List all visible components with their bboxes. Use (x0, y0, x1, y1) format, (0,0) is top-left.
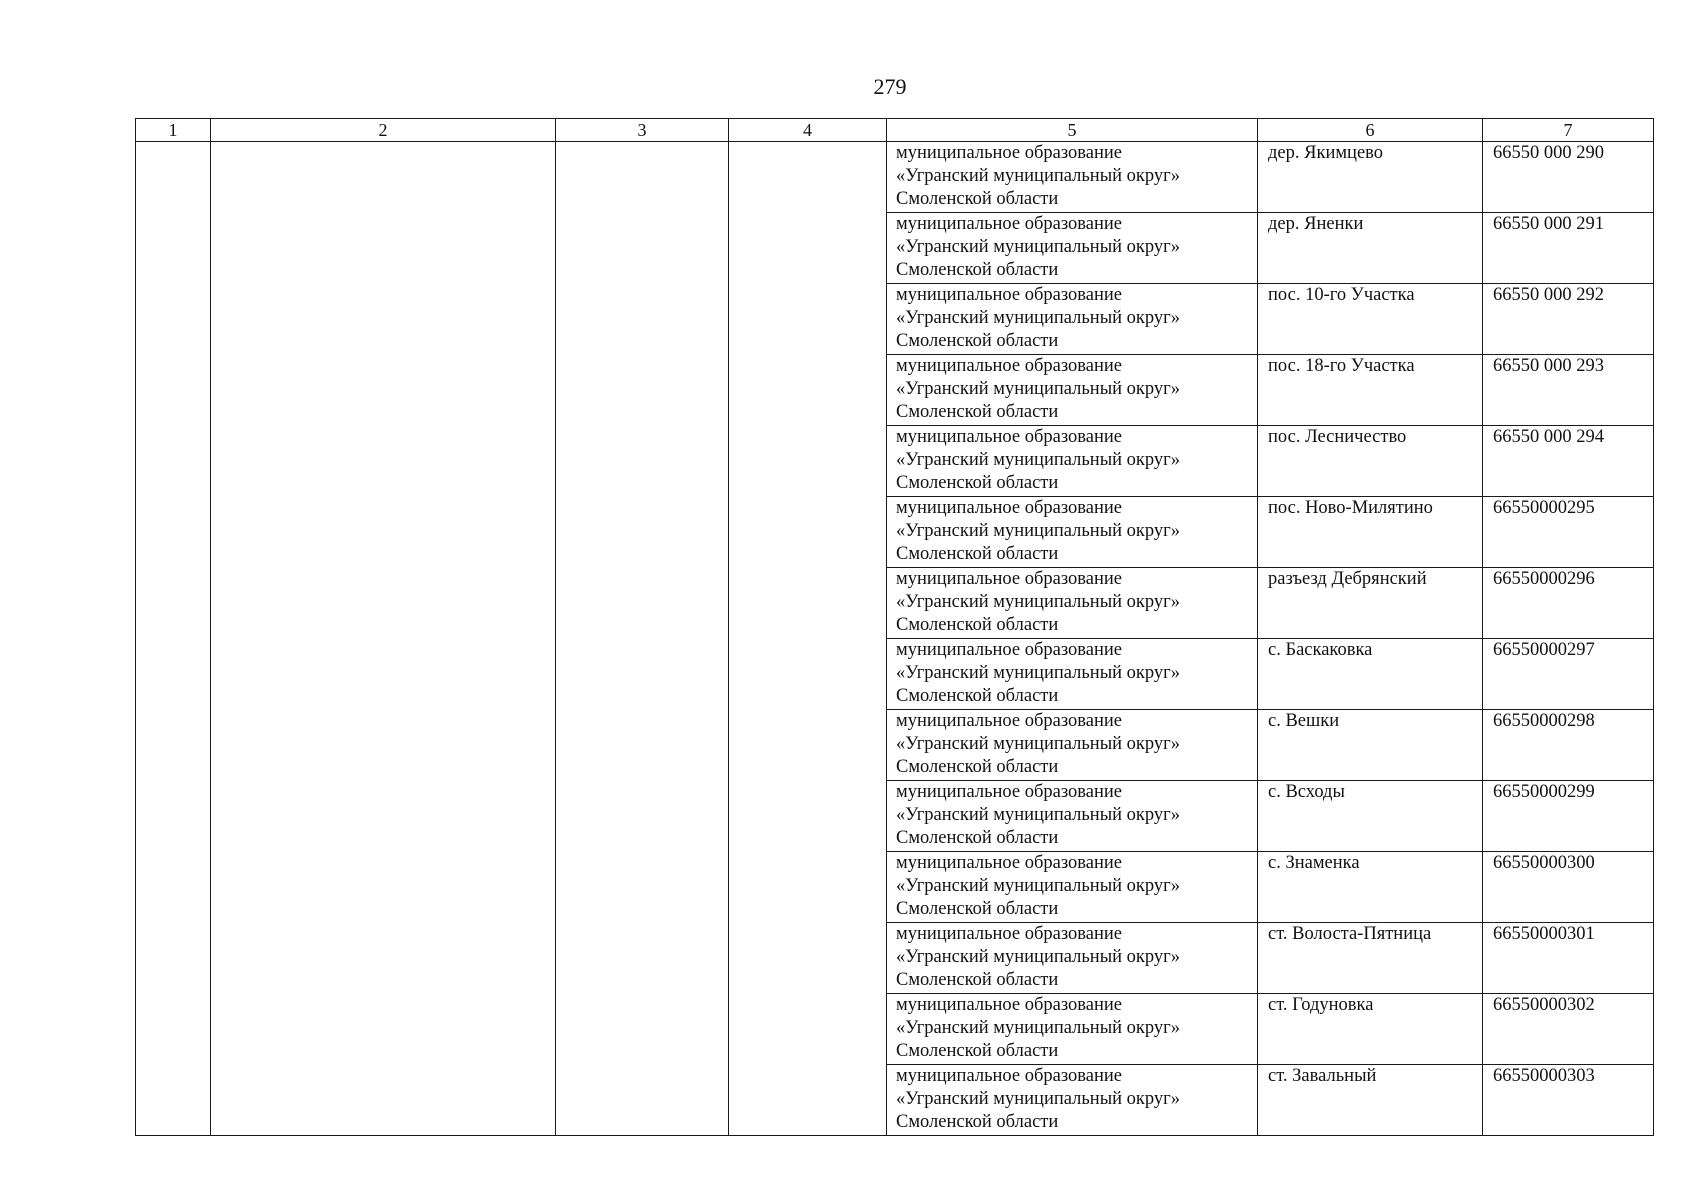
municipality-cell (887, 710, 1258, 781)
municipality-line: «Угранский муниципальный округ» (896, 947, 1180, 967)
oktmo-code-cell: 66550 000 291 (1483, 213, 1654, 284)
oktmo-code-cell: 66550 000 290 (1483, 142, 1654, 213)
municipality-line: муниципальное образование (896, 995, 1123, 1015)
municipality-cell (887, 639, 1258, 710)
settlement-cell: ст. Волоста-Пятница (1258, 923, 1483, 994)
municipality-line: муниципальное образование (896, 853, 1123, 873)
col4-merged-cell (729, 142, 887, 1136)
oktmo-code-cell: 66550 000 293 (1483, 355, 1654, 426)
municipality-cell (887, 355, 1258, 426)
municipality-line: Смоленской области (896, 189, 1059, 209)
municipality-line: Смоленской области (896, 970, 1059, 990)
oktmo-code-cell: 66550000298 (1483, 710, 1654, 781)
col3-merged-cell (556, 142, 729, 1136)
municipality-line: муниципальное образование (896, 1066, 1123, 1086)
column-header: 6 (1258, 119, 1483, 142)
oktmo-code-cell: 66550000303 (1483, 1065, 1654, 1136)
municipality-line: Смоленской области (896, 757, 1059, 777)
settlement-cell: с. Вешки (1258, 710, 1483, 781)
municipality-line: «Угранский муниципальный округ» (896, 592, 1180, 612)
settlement-cell: с. Всходы (1258, 781, 1483, 852)
municipality-line: «Угранский муниципальный округ» (896, 663, 1180, 683)
municipality-cell (887, 1065, 1258, 1136)
municipality-line: «Угранский муниципальный округ» (896, 876, 1180, 896)
municipality-line: Смоленской области (896, 1041, 1059, 1061)
col1-merged-cell (136, 142, 211, 1136)
settlement-cell: с. Баскаковка (1258, 639, 1483, 710)
column-header: 7 (1483, 119, 1654, 142)
municipality-line: Смоленской области (896, 331, 1059, 351)
municipality-line: «Угранский муниципальный округ» (896, 1018, 1180, 1038)
municipality-line: «Угранский муниципальный округ» (896, 166, 1180, 186)
municipality-line: Смоленской области (896, 544, 1059, 564)
municipality-line: муниципальное образование (896, 214, 1123, 234)
column-header: 5 (887, 119, 1258, 142)
municipality-line: Смоленской области (896, 828, 1059, 848)
municipality-line: «Угранский муниципальный округ» (896, 521, 1180, 541)
column-header: 1 (136, 119, 211, 142)
settlement-cell: с. Знаменка (1258, 852, 1483, 923)
municipality-cell (887, 497, 1258, 568)
municipality-line: Смоленской области (896, 1112, 1059, 1132)
column-header: 2 (211, 119, 556, 142)
municipality-line: «Угранский муниципальный округ» (896, 379, 1180, 399)
settlement-cell: дер. Якимцево (1258, 142, 1483, 213)
oktmo-code-cell: 66550000296 (1483, 568, 1654, 639)
municipality-cell (887, 923, 1258, 994)
municipality-cell (887, 852, 1258, 923)
municipality-line: Смоленской области (896, 615, 1059, 635)
municipality-line: Смоленской области (896, 402, 1059, 422)
municipality-line: муниципальное образование (896, 427, 1123, 447)
municipality-cell (887, 213, 1258, 284)
municipality-line: муниципальное образование (896, 711, 1123, 731)
settlement-cell: разъезд Дебрянский (1258, 568, 1483, 639)
table-body (136, 142, 1654, 1136)
municipality-cell (887, 284, 1258, 355)
municipality-cell (887, 994, 1258, 1065)
table-row (136, 142, 1654, 213)
settlement-cell: ст. Завальный (1258, 1065, 1483, 1136)
column-number-row (136, 119, 1654, 142)
municipality-line: «Угранский муниципальный округ» (896, 450, 1180, 470)
municipality-line: муниципальное образование (896, 924, 1123, 944)
oktmo-code-cell: 66550000297 (1483, 639, 1654, 710)
oktmo-code-cell: 66550000300 (1483, 852, 1654, 923)
municipality-line: муниципальное образование (896, 356, 1123, 376)
municipality-cell (887, 142, 1258, 213)
municipality-line: муниципальное образование (896, 285, 1123, 305)
oktmo-code-cell: 66550000295 (1483, 497, 1654, 568)
settlements-table (135, 118, 1654, 1136)
settlement-cell: пос. 10-го Участка (1258, 284, 1483, 355)
municipality-line: «Угранский муниципальный округ» (896, 734, 1180, 754)
municipality-line: Смоленской области (896, 686, 1059, 706)
municipality-cell (887, 568, 1258, 639)
municipality-line: «Угранский муниципальный округ» (896, 237, 1180, 257)
municipality-line: муниципальное образование (896, 640, 1123, 660)
oktmo-code-cell: 66550 000 292 (1483, 284, 1654, 355)
municipality-cell (887, 426, 1258, 497)
oktmo-code-cell: 66550000302 (1483, 994, 1654, 1065)
column-header: 4 (729, 119, 887, 142)
municipality-line: Смоленской области (896, 260, 1059, 280)
page-number: 279 (873, 74, 907, 99)
municipality-line: муниципальное образование (896, 498, 1123, 518)
settlement-cell: пос. Лесничество (1258, 426, 1483, 497)
municipality-line: Смоленской области (896, 899, 1059, 919)
settlement-cell: пос. Ново-Милятино (1258, 497, 1483, 568)
municipality-line: «Угранский муниципальный округ» (896, 805, 1180, 825)
oktmo-code-cell: 66550 000 294 (1483, 426, 1654, 497)
municipality-cell (887, 781, 1258, 852)
municipality-line: муниципальное образование (896, 569, 1123, 589)
municipality-line: «Угранский муниципальный округ» (896, 1089, 1180, 1109)
municipality-line: Смоленской области (896, 473, 1059, 493)
settlement-cell: дер. Яненки (1258, 213, 1483, 284)
municipality-line: муниципальное образование (896, 782, 1123, 802)
col2-merged-cell (211, 142, 556, 1136)
oktmo-code-cell: 66550000299 (1483, 781, 1654, 852)
settlement-cell: пос. 18-го Участка (1258, 355, 1483, 426)
column-header: 3 (556, 119, 729, 142)
municipality-line: «Угранский муниципальный округ» (896, 308, 1180, 328)
settlement-cell: ст. Годуновка (1258, 994, 1483, 1065)
municipality-line: муниципальное образование (896, 143, 1123, 163)
oktmo-code-cell: 66550000301 (1483, 923, 1654, 994)
